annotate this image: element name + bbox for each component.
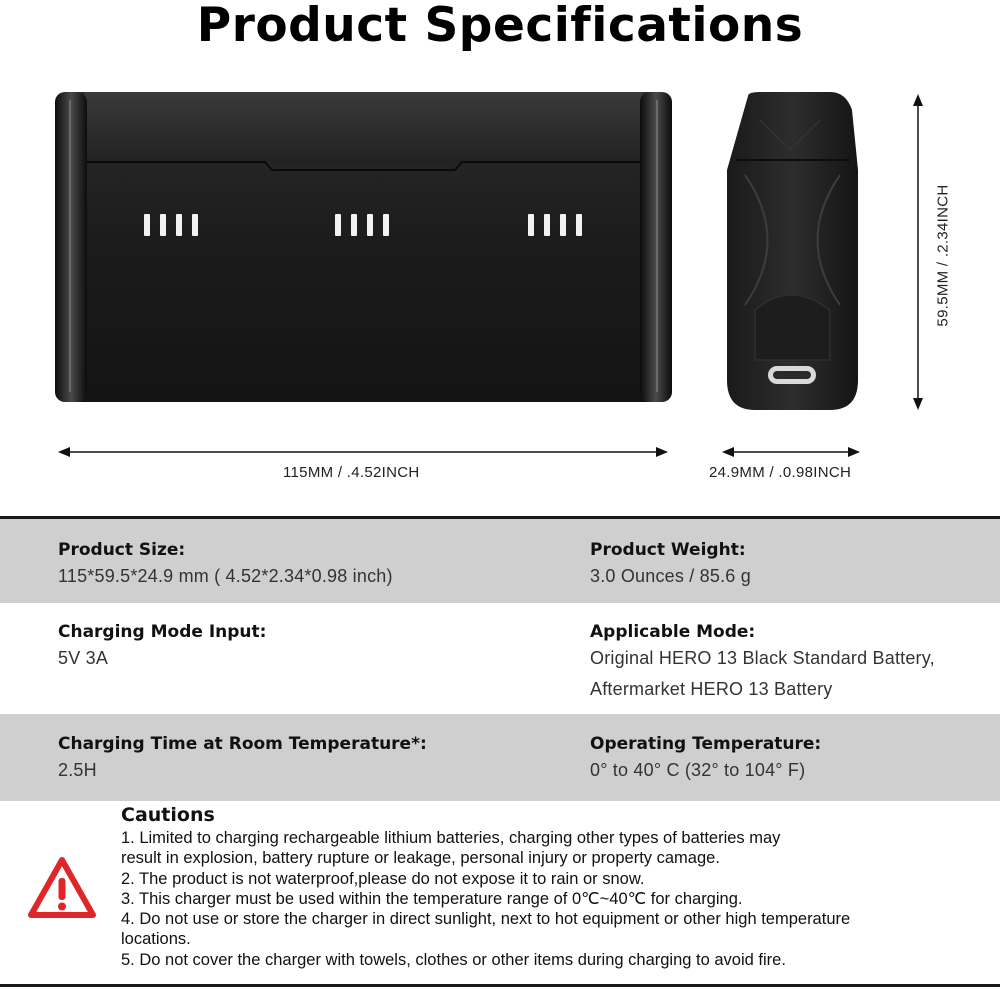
spec-row-input-mode bbox=[0, 603, 1000, 714]
height-dimension-arrow bbox=[913, 94, 923, 410]
caution-line: result in explosion, battery rupture or leakage, personal injury or property camage. bbox=[121, 849, 720, 868]
bottom-divider bbox=[0, 984, 1000, 987]
spec-label: Operating Temperature: bbox=[590, 734, 822, 754]
specs-table bbox=[0, 516, 1000, 801]
charger-front-view bbox=[55, 92, 672, 402]
warning-triangle-icon bbox=[27, 856, 97, 920]
spec-label: Product Size: bbox=[58, 540, 186, 560]
spec-value: 0° to 40° C (32° to 104° F) bbox=[590, 760, 806, 780]
width-dimension-label: 115MM / .4.52INCH bbox=[283, 464, 420, 481]
spec-label: Charging Time at Room Temperature*: bbox=[58, 734, 427, 754]
spec-label: Applicable Mode: bbox=[590, 622, 756, 642]
cautions-title: Cautions bbox=[121, 804, 215, 826]
spec-value: 2.5H bbox=[58, 760, 97, 780]
spec-label: Product Weight: bbox=[590, 540, 746, 560]
caution-line: locations. bbox=[121, 930, 191, 949]
charger-side-view bbox=[727, 92, 858, 410]
spec-cell-applicable-mode bbox=[590, 621, 935, 705]
spec-row-size-weight bbox=[0, 519, 1000, 603]
cautions-list bbox=[121, 828, 991, 970]
height-dimension-label: 59.5MM / .2.34INCH bbox=[934, 184, 952, 327]
spec-cell-operating-temperature bbox=[590, 733, 821, 786]
spec-row-time-temperature bbox=[0, 714, 1000, 801]
spec-cell-charging-input bbox=[58, 621, 266, 674]
depth-dimension-arrow bbox=[722, 447, 860, 457]
product-images bbox=[0, 80, 1000, 500]
width-dimension-arrow bbox=[58, 447, 668, 457]
spec-cell-charging-time bbox=[58, 733, 427, 786]
depth-dimension-label: 24.9MM / .0.98INCH bbox=[709, 464, 852, 481]
spec-value: 115*59.5*24.9 mm ( 4.52*2.34*0.98 inch) bbox=[58, 566, 393, 586]
caution-line: 3. This charger must be used within the temperature range of 0℃~40℃ for charging. bbox=[121, 889, 743, 908]
spec-value: 5V 3A bbox=[58, 648, 109, 668]
caution-line: 1. Limited to charging rechargeable lithium batteries, charging other types of batteries may bbox=[121, 829, 781, 847]
spec-label: Charging Mode Input: bbox=[58, 622, 267, 642]
caution-line: 5. Do not cover the charger with towels, clothes or other items during charging to avoid fire. bbox=[121, 950, 786, 969]
caution-line: 2. The product is not waterproof,please do not expose it to rain or snow. bbox=[121, 869, 645, 888]
product-illustration bbox=[0, 80, 1000, 500]
page-title: Product Specifications bbox=[196, 0, 804, 53]
spec-value: 3.0 Ounces / 85.6 g bbox=[590, 566, 751, 586]
cautions-section bbox=[0, 798, 1000, 989]
spec-value: Aftermarket HERO 13 Battery bbox=[590, 679, 833, 699]
spec-cell-product-weight bbox=[590, 539, 751, 592]
spec-value: Original HERO 13 Black Standard Battery, bbox=[590, 648, 935, 668]
spec-cell-product-size bbox=[58, 539, 393, 592]
caution-line: 4. Do not use or store the charger in direct sunlight, next to hot equipment or other high temperature bbox=[121, 910, 851, 929]
